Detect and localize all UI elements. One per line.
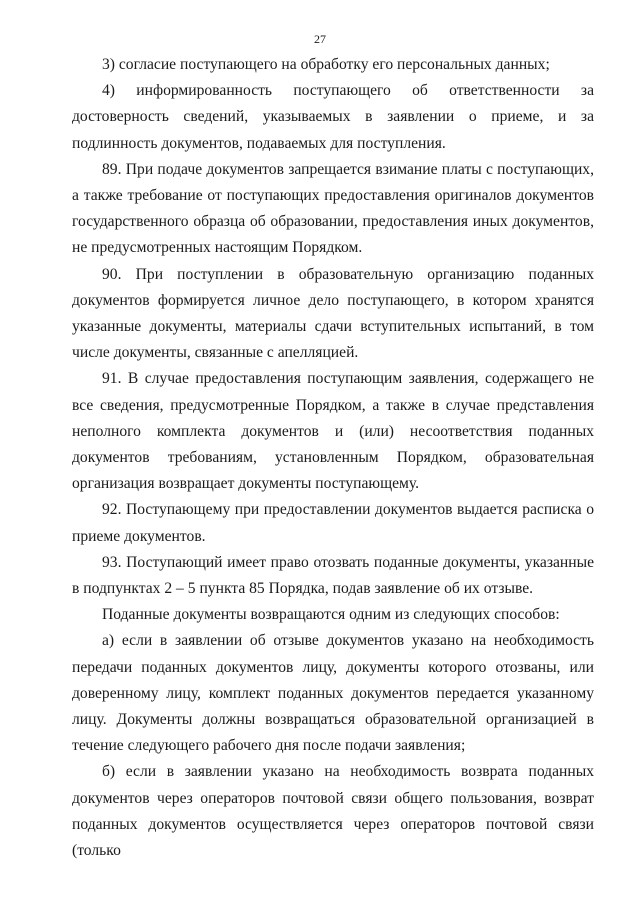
paragraph-91: 91. В случае предоставления поступающим заявления, содержащего не все сведения, предусмотренные Порядком, а также в случае представления неполного комплекта документов и (или) несоответствия поданных документов требованиям, установленным Порядком, образовательная организация возвращает документы поступающему.: [72, 370, 594, 493]
paragraph-90: 90. При поступлении в образовательную организацию поданных документов формируется личное дело поступающего, в котором хранятся указанные документы, материалы сдачи вступительных испытаний, в том числе документы, связанные с апелляцией.: [72, 265, 594, 362]
paragraph-item-3: 3) согласие поступающего на обработку его персональных данных;: [102, 56, 550, 73]
paragraph-return-methods: Поданные документы возвращаются одним из следующих способов:: [102, 606, 560, 624]
paragraph-item-4: 4) информированность поступающего об ответственности за достоверность сведений, указываемых в заявлении о приеме, и за подлинность документов, подаваемых для поступления.: [72, 82, 594, 152]
paragraph-89: 89. При подаче документов запрещается взимание платы с поступающих, а также требование от поступающих предоставления оригиналов документов государственного образца об образовании, предоставления иных документов, не предусмотренных настоящим Порядком.: [72, 160, 594, 257]
paragraph-93: 93. Поступающий имеет право отозвать поданные документы, указанные в подпунктах 2 – 5 пункта 85 Порядка, подав заявление об их отзыве.: [72, 553, 594, 598]
paragraph-subitem-b: б) если в заявлении указано на необходимость возврата поданных документов через операторов почтовой связи общего пользования, возврат поданных документов осуществляется через операторов почтовой связи (только: [72, 763, 594, 860]
document-body: [72, 52, 594, 864]
paragraph-subitem-a: а) если в заявлении об отзыве документов указано на необходимость передачи поданных документов лицу, документы которого отозваны, или доверенному лицу, комплект поданных документов передается указанному лицу. Документы должны возвращаться образовательной организацией в течение следующего рабочего дня после подачи заявления;: [72, 632, 594, 755]
paragraph-92: 92. Поступающему при предоставлении документов выдается расписка о приеме документов.: [72, 501, 594, 545]
page-number: 27: [314, 32, 326, 46]
